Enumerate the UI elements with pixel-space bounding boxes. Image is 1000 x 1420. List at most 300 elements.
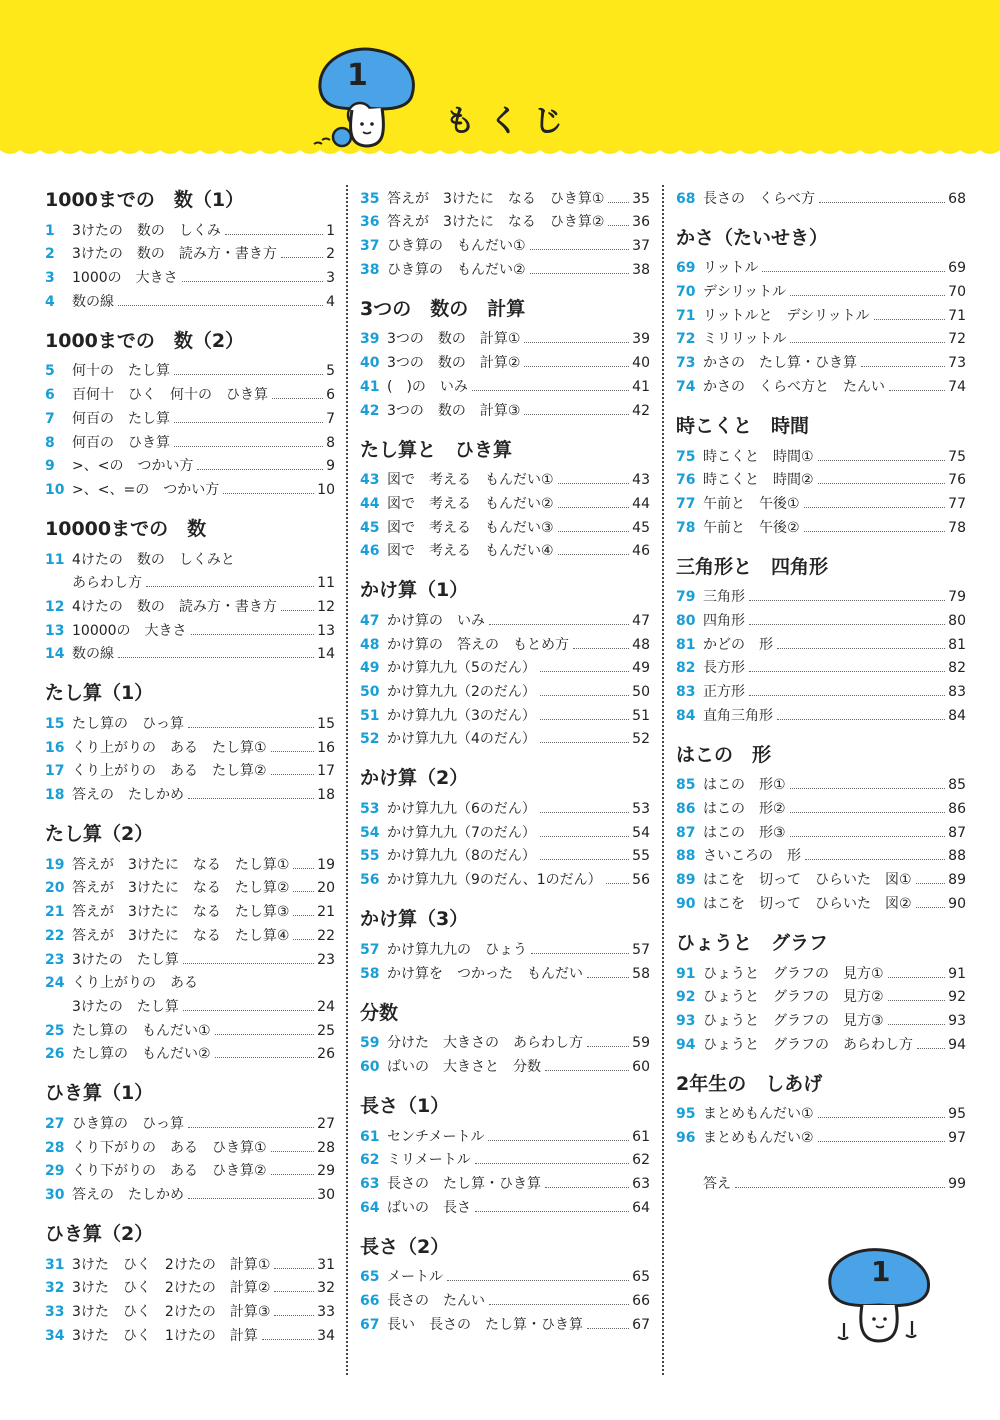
entry-label: 正方形 bbox=[703, 684, 745, 700]
toc-entry[interactable] bbox=[360, 1028, 650, 1052]
entry-number: 79 bbox=[676, 589, 696, 606]
toc-entry[interactable] bbox=[45, 873, 335, 897]
section-title: 時こくと 時間 bbox=[676, 414, 810, 437]
toc-entry[interactable] bbox=[676, 1029, 966, 1053]
entry-label: ひき算の もんだい① bbox=[387, 238, 526, 255]
dot-leader bbox=[274, 1268, 314, 1269]
toc-entry[interactable] bbox=[360, 817, 650, 841]
entry-label: かけ算の いみ bbox=[387, 612, 485, 629]
entry-number: 37 bbox=[360, 238, 380, 255]
entry-number: 35 bbox=[360, 190, 380, 207]
entry-number: 32 bbox=[45, 1280, 65, 1297]
entry-page-number: 47 bbox=[632, 612, 650, 629]
dot-leader bbox=[271, 1174, 315, 1175]
entry-page-number: 9 bbox=[326, 458, 335, 475]
dot-leader bbox=[489, 624, 629, 625]
entry-number: 81 bbox=[676, 636, 696, 653]
toc-entry[interactable] bbox=[360, 347, 650, 371]
entry-number: 13 bbox=[45, 622, 65, 639]
dot-leader bbox=[790, 295, 945, 296]
toc-section bbox=[360, 577, 650, 747]
dot-leader bbox=[531, 953, 629, 954]
dot-leader bbox=[540, 719, 629, 720]
toc-entry[interactable] bbox=[676, 276, 966, 300]
toc-entry[interactable] bbox=[45, 991, 335, 1015]
dot-leader bbox=[293, 891, 314, 892]
entry-number: 82 bbox=[676, 660, 696, 677]
toc-entry[interactable] bbox=[360, 700, 650, 724]
toc-entry[interactable] bbox=[676, 465, 966, 489]
toc-entry[interactable] bbox=[45, 639, 335, 663]
toc-entry[interactable] bbox=[676, 512, 966, 536]
entry-label: かけ算九九（4のだん） bbox=[387, 731, 536, 748]
entry-label: 時こくと 時間② bbox=[703, 472, 814, 489]
entry-number: 55 bbox=[360, 848, 380, 865]
toc-entry[interactable] bbox=[45, 1039, 335, 1063]
dot-leader bbox=[558, 531, 630, 532]
entry-label: 4けたの 数の 読み方・書き方 bbox=[72, 598, 277, 615]
toc-entry[interactable] bbox=[45, 1156, 335, 1180]
entry-number: 87 bbox=[676, 824, 696, 841]
toc-entry[interactable] bbox=[45, 1108, 335, 1132]
toc-entry[interactable] bbox=[676, 888, 966, 912]
toc-entry[interactable] bbox=[676, 1005, 966, 1029]
entry-page-number: 48 bbox=[632, 636, 650, 653]
entry-number: 12 bbox=[45, 598, 65, 615]
entry-page-number: 65 bbox=[632, 1269, 650, 1286]
toc-entry[interactable] bbox=[45, 568, 335, 592]
entry-label: >、<、=の つかい方 bbox=[72, 481, 220, 498]
entry-number: 33 bbox=[45, 1304, 65, 1321]
entry-number: 84 bbox=[676, 707, 696, 724]
entry-page-number: 55 bbox=[632, 848, 650, 865]
entry-label: 四角形 bbox=[703, 612, 745, 629]
entry-page-number: 29 bbox=[317, 1163, 335, 1180]
toc-entry[interactable] bbox=[45, 896, 335, 920]
entry-number: 71 bbox=[676, 307, 696, 324]
entry-page-number: 81 bbox=[948, 636, 966, 653]
toc-entry[interactable] bbox=[676, 1122, 966, 1146]
toc-entry[interactable] bbox=[676, 629, 966, 653]
toc-entry[interactable] bbox=[676, 371, 966, 395]
dot-leader bbox=[472, 390, 629, 391]
section-title: たし算（2） bbox=[45, 823, 154, 846]
toc-entry[interactable] bbox=[45, 403, 335, 427]
entry-label: ひき算の ひっ算 bbox=[72, 1115, 184, 1132]
toc-entry[interactable] bbox=[360, 841, 650, 865]
entry-label: 数の線 bbox=[72, 293, 114, 310]
toc-entry[interactable] bbox=[360, 1145, 650, 1169]
toc-section bbox=[360, 1093, 650, 1216]
entry-number: 19 bbox=[45, 856, 65, 873]
entry-number: 25 bbox=[45, 1022, 65, 1039]
toc-section bbox=[360, 906, 650, 981]
toc-entry[interactable] bbox=[45, 427, 335, 451]
toc-entry[interactable] bbox=[45, 732, 335, 756]
entry-number: 6 bbox=[45, 387, 55, 404]
entry-label: かけ算九九（9のだん、1のだん） bbox=[387, 872, 602, 889]
entry-number: 54 bbox=[360, 824, 380, 841]
dot-leader bbox=[215, 1057, 315, 1058]
toc-entry[interactable] bbox=[360, 1192, 650, 1216]
toc-entry[interactable] bbox=[360, 605, 650, 629]
entry-number: 17 bbox=[45, 763, 65, 780]
entry-number: 70 bbox=[676, 284, 696, 301]
entry-label: くり上がりの ある たし算① bbox=[72, 739, 267, 756]
toc-entry[interactable] bbox=[45, 708, 335, 732]
dot-leader bbox=[790, 812, 946, 813]
toc-entry[interactable] bbox=[676, 183, 966, 207]
dot-leader bbox=[271, 1151, 315, 1152]
entry-number: 28 bbox=[45, 1139, 65, 1156]
dot-leader bbox=[545, 1187, 629, 1188]
toc-entry[interactable] bbox=[45, 239, 335, 263]
entry-label: かけ算九九（3のだん） bbox=[387, 707, 536, 724]
entry-number: 24 bbox=[45, 975, 65, 992]
toc-entry[interactable] bbox=[360, 793, 650, 817]
entry-number: 66 bbox=[360, 1293, 380, 1309]
entry-label: 長さの くらべ方 bbox=[703, 190, 815, 207]
entry-label: 図で 考える もんだい② bbox=[387, 495, 554, 512]
entry-label: 時こくと 時間① bbox=[703, 448, 814, 465]
toc-entry[interactable] bbox=[360, 254, 650, 278]
entry-page-number: 91 bbox=[948, 965, 966, 982]
entry-page-number: 80 bbox=[948, 612, 966, 629]
toc-entry[interactable] bbox=[45, 849, 335, 873]
toc-entry[interactable] bbox=[360, 488, 650, 512]
entry-label: さいころの 形 bbox=[703, 848, 801, 865]
entry-page-number: 61 bbox=[632, 1128, 650, 1145]
toc-entry[interactable] bbox=[360, 1168, 650, 1192]
toc-entry[interactable] bbox=[676, 300, 966, 324]
entry-number: 18 bbox=[45, 787, 65, 804]
entry-label: 長い 長さの たし算・ひき算 bbox=[387, 1316, 583, 1333]
entry-label: ひょうと グラフの 見方② bbox=[703, 989, 884, 1006]
toc-entry[interactable] bbox=[360, 653, 650, 677]
entry-number: 10 bbox=[45, 481, 65, 498]
entry-number: 94 bbox=[676, 1036, 696, 1053]
toc-entry[interactable] bbox=[676, 347, 966, 371]
section-title: かさ（たいせき） bbox=[676, 226, 829, 249]
entry-label: 3けた ひく 1けたの 計算 bbox=[72, 1327, 258, 1344]
dot-leader bbox=[916, 883, 946, 884]
entry-page-number: 70 bbox=[948, 284, 966, 301]
toc-entry[interactable] bbox=[45, 756, 335, 780]
toc-entry[interactable] bbox=[360, 864, 650, 888]
entry-label: はこの 形② bbox=[703, 801, 786, 818]
entry-number: 30 bbox=[45, 1187, 65, 1203]
dot-leader bbox=[274, 1315, 314, 1316]
dot-leader bbox=[524, 366, 629, 367]
toc-entry[interactable] bbox=[676, 700, 966, 724]
entry-label: 3つの 数の 計算① bbox=[387, 331, 521, 348]
dot-leader bbox=[488, 1140, 629, 1141]
entry-number: 1 bbox=[45, 222, 55, 239]
toc-entry[interactable] bbox=[360, 324, 650, 348]
entry-number: 83 bbox=[676, 684, 696, 700]
dot-leader bbox=[540, 742, 629, 743]
toc-entry[interactable] bbox=[45, 591, 335, 615]
entry-number: 23 bbox=[45, 951, 65, 968]
toc-entry[interactable] bbox=[360, 676, 650, 700]
entry-page-number: 28 bbox=[317, 1139, 335, 1156]
toc-entry[interactable] bbox=[360, 1285, 650, 1309]
entry-page-number: 64 bbox=[632, 1199, 650, 1216]
toc-entry[interactable] bbox=[45, 544, 335, 568]
toc-entry[interactable] bbox=[360, 230, 650, 254]
section-title: かけ算（3） bbox=[360, 908, 469, 931]
entry-page-number: 76 bbox=[948, 472, 966, 489]
entry-page-number: 95 bbox=[948, 1106, 966, 1123]
entry-label: 長方形 bbox=[703, 660, 745, 677]
entry-page-number: 88 bbox=[948, 848, 966, 865]
entry-label: くり上がりの ある たし算② bbox=[72, 763, 267, 780]
dot-leader bbox=[735, 1187, 945, 1188]
toc-entry[interactable] bbox=[45, 1273, 335, 1297]
entry-number: 56 bbox=[360, 872, 380, 889]
dot-leader bbox=[188, 727, 314, 728]
dot-leader bbox=[475, 1163, 629, 1164]
dot-leader bbox=[146, 586, 314, 587]
toc-entry[interactable] bbox=[676, 253, 966, 277]
entry-number: 38 bbox=[360, 261, 380, 278]
toc-entry[interactable] bbox=[676, 1168, 966, 1192]
toc-entry[interactable] bbox=[45, 1179, 335, 1203]
toc-entry[interactable] bbox=[676, 605, 966, 629]
entry-label: 答え bbox=[703, 1175, 731, 1192]
entry-page-number: 72 bbox=[948, 331, 966, 348]
entry-label: 答えが 3けたに なる ひき算② bbox=[387, 214, 605, 231]
toc-entry[interactable] bbox=[45, 215, 335, 239]
entry-number: 90 bbox=[676, 895, 696, 912]
entry-page-number: 39 bbox=[632, 331, 650, 348]
toc-entry[interactable] bbox=[360, 934, 650, 958]
toc-entry[interactable] bbox=[676, 982, 966, 1006]
toc-entry[interactable] bbox=[676, 841, 966, 865]
toc-entry[interactable] bbox=[360, 1051, 650, 1075]
dot-leader bbox=[489, 1304, 629, 1305]
entry-number: 47 bbox=[360, 612, 380, 629]
toc-entry[interactable] bbox=[676, 864, 966, 888]
entry-page-number: 89 bbox=[948, 872, 966, 889]
entry-number: 76 bbox=[676, 472, 696, 489]
dot-leader bbox=[188, 1198, 314, 1199]
entry-number: 2 bbox=[45, 246, 55, 263]
dot-leader bbox=[274, 1291, 314, 1292]
entry-page-number: 7 bbox=[326, 410, 335, 427]
entry-label: ひき算の もんだい② bbox=[387, 261, 526, 278]
entry-label: 百何十 ひく 何十の ひき算 bbox=[72, 387, 268, 404]
toc-entry[interactable] bbox=[45, 379, 335, 403]
entry-page-number: 13 bbox=[317, 622, 335, 639]
entry-label: 三角形 bbox=[703, 589, 745, 606]
entry-page-number: 44 bbox=[632, 495, 650, 512]
entry-number: 77 bbox=[676, 495, 696, 512]
entry-number: 44 bbox=[360, 495, 380, 512]
toc-entry[interactable] bbox=[676, 324, 966, 348]
entry-page-number: 63 bbox=[632, 1175, 650, 1192]
entry-label: 答えの たしかめ bbox=[72, 1187, 184, 1203]
entry-page-number: 78 bbox=[948, 519, 966, 536]
toc-entry[interactable] bbox=[45, 1015, 335, 1039]
entry-number: 96 bbox=[676, 1129, 696, 1146]
toc-entry[interactable] bbox=[676, 676, 966, 700]
toc-entry[interactable] bbox=[360, 512, 650, 536]
dot-leader bbox=[916, 907, 946, 908]
toc-entry[interactable] bbox=[676, 1099, 966, 1123]
dot-leader bbox=[188, 798, 314, 799]
dot-leader bbox=[818, 1117, 946, 1118]
entry-page-number: 31 bbox=[317, 1256, 335, 1273]
toc-entry[interactable] bbox=[360, 1262, 650, 1286]
entry-page-number: 17 bbox=[317, 763, 335, 780]
entry-label: ( )の いみ bbox=[387, 378, 468, 395]
toc-entry[interactable] bbox=[360, 371, 650, 395]
toc-section bbox=[360, 183, 650, 278]
toc-entry[interactable] bbox=[45, 968, 335, 992]
toc-section bbox=[45, 821, 335, 1062]
toc-entry[interactable] bbox=[45, 1249, 335, 1273]
toc-entry[interactable] bbox=[360, 1121, 650, 1145]
section-title: 長さ（2） bbox=[360, 1235, 450, 1258]
toc-entry[interactable] bbox=[360, 958, 650, 982]
entry-page-number: 30 bbox=[317, 1187, 335, 1203]
entry-number: 69 bbox=[676, 260, 696, 277]
toc-entry[interactable] bbox=[45, 1132, 335, 1156]
entry-label: かけ算九九（6のだん） bbox=[387, 801, 536, 818]
section-title: 分数 bbox=[360, 1001, 399, 1024]
dot-leader bbox=[271, 774, 315, 775]
entry-label: 答えの たしかめ bbox=[72, 787, 184, 804]
entry-page-number: 14 bbox=[317, 646, 335, 663]
entry-label: 何百の たし算 bbox=[72, 410, 170, 427]
toc-entry[interactable] bbox=[676, 793, 966, 817]
entry-label: 分けた 大きさの あらわし方 bbox=[387, 1035, 583, 1052]
toc-entry[interactable] bbox=[45, 451, 335, 475]
toc-section bbox=[676, 183, 966, 207]
section-title: はこの 形 bbox=[676, 743, 772, 766]
dot-leader bbox=[174, 374, 323, 375]
toc-entry[interactable] bbox=[45, 474, 335, 498]
toc-entry[interactable] bbox=[360, 183, 650, 207]
toc-entry[interactable] bbox=[45, 615, 335, 639]
entry-label: 長さの たんい bbox=[387, 1293, 485, 1309]
entry-page-number: 32 bbox=[317, 1280, 335, 1297]
toc-entry[interactable] bbox=[45, 1296, 335, 1320]
toc-entry[interactable] bbox=[360, 1309, 650, 1333]
entry-number: 48 bbox=[360, 636, 380, 653]
mascot-bottom bbox=[822, 1245, 937, 1355]
entry-number: 4 bbox=[45, 293, 55, 310]
entry-label: デシリットル bbox=[703, 284, 787, 301]
entry-page-number: 84 bbox=[948, 707, 966, 724]
entry-page-number: 45 bbox=[632, 519, 650, 536]
entry-number: 61 bbox=[360, 1128, 380, 1145]
dot-leader bbox=[281, 257, 323, 258]
dot-leader bbox=[818, 483, 946, 484]
entry-number: 73 bbox=[676, 355, 696, 372]
entry-label: 午前と 午後② bbox=[703, 519, 800, 536]
dot-leader bbox=[805, 859, 945, 860]
entry-label: かけ算九九（7のだん） bbox=[387, 824, 536, 841]
dot-leader bbox=[447, 1280, 629, 1281]
entry-label: メートル bbox=[387, 1269, 443, 1286]
section-title: たし算（1） bbox=[45, 682, 154, 705]
toc-entry[interactable] bbox=[45, 920, 335, 944]
entry-label: 3けた ひく 2けたの 計算① bbox=[72, 1256, 271, 1273]
entry-label: 3けた ひく 2けたの 計算② bbox=[72, 1280, 271, 1297]
mascot-top bbox=[300, 40, 430, 165]
toc-entry[interactable] bbox=[45, 779, 335, 803]
entry-label: かけ算を つかった もんだい bbox=[387, 965, 583, 982]
toc-entry[interactable] bbox=[360, 395, 650, 419]
toc-entry[interactable] bbox=[360, 465, 650, 489]
dot-leader bbox=[888, 1000, 946, 1001]
entry-page-number: 60 bbox=[632, 1058, 650, 1075]
entry-number: 41 bbox=[360, 378, 380, 395]
toc-entry[interactable] bbox=[45, 944, 335, 968]
dot-leader bbox=[524, 342, 629, 343]
toc-entry[interactable] bbox=[676, 817, 966, 841]
toc-entry[interactable] bbox=[360, 629, 650, 653]
dot-leader bbox=[223, 493, 314, 494]
entry-number: 59 bbox=[360, 1035, 380, 1052]
entry-number: 93 bbox=[676, 1012, 696, 1029]
toc-entry[interactable] bbox=[45, 356, 335, 380]
entry-number: 45 bbox=[360, 519, 380, 536]
entry-label: センチメートル bbox=[387, 1128, 485, 1145]
entry-page-number: 19 bbox=[317, 856, 335, 873]
entry-label: まとめもんだい② bbox=[703, 1129, 814, 1146]
entry-number: 22 bbox=[45, 927, 65, 944]
toc-entry[interactable] bbox=[676, 770, 966, 794]
dot-leader bbox=[540, 859, 629, 860]
entry-label: 長さの たし算・ひき算 bbox=[387, 1175, 541, 1192]
toc-entry[interactable] bbox=[676, 441, 966, 465]
toc-entry[interactable] bbox=[676, 488, 966, 512]
mascot-bottom-number: 1 bbox=[871, 1255, 891, 1288]
toc-entry[interactable] bbox=[360, 724, 650, 748]
entry-number: 31 bbox=[45, 1256, 65, 1273]
entry-label: 答えが 3けたに なる たし算④ bbox=[72, 927, 290, 944]
dot-leader bbox=[749, 671, 945, 672]
entry-page-number: 66 bbox=[632, 1293, 650, 1309]
toc-entry[interactable] bbox=[45, 286, 335, 310]
entry-label: かけ算の 答えの もとめ方 bbox=[387, 636, 569, 653]
toc-entry[interactable] bbox=[676, 653, 966, 677]
toc-entry[interactable] bbox=[360, 536, 650, 560]
toc-entry[interactable] bbox=[360, 207, 650, 231]
entry-page-number: 23 bbox=[317, 951, 335, 968]
entry-label: 3けたの たし算 bbox=[72, 998, 179, 1015]
dot-leader bbox=[530, 273, 630, 274]
toc-entry[interactable] bbox=[676, 958, 966, 982]
entry-number: 46 bbox=[360, 543, 380, 560]
entry-number: 39 bbox=[360, 331, 380, 348]
entry-page-number: 41 bbox=[632, 378, 650, 395]
entry-label: >、<の つかい方 bbox=[72, 458, 194, 475]
toc-entry[interactable] bbox=[45, 1320, 335, 1344]
dot-leader bbox=[587, 1046, 629, 1047]
entry-page-number: 92 bbox=[948, 989, 966, 1006]
entry-page-number: 26 bbox=[317, 1046, 335, 1063]
section-title: たし算と ひき算 bbox=[360, 438, 513, 461]
dot-leader bbox=[790, 342, 945, 343]
entry-label: リットルと デシリットル bbox=[703, 307, 870, 324]
toc-section bbox=[676, 930, 966, 1053]
toc-entry[interactable] bbox=[676, 582, 966, 606]
toc-entry[interactable] bbox=[45, 262, 335, 286]
